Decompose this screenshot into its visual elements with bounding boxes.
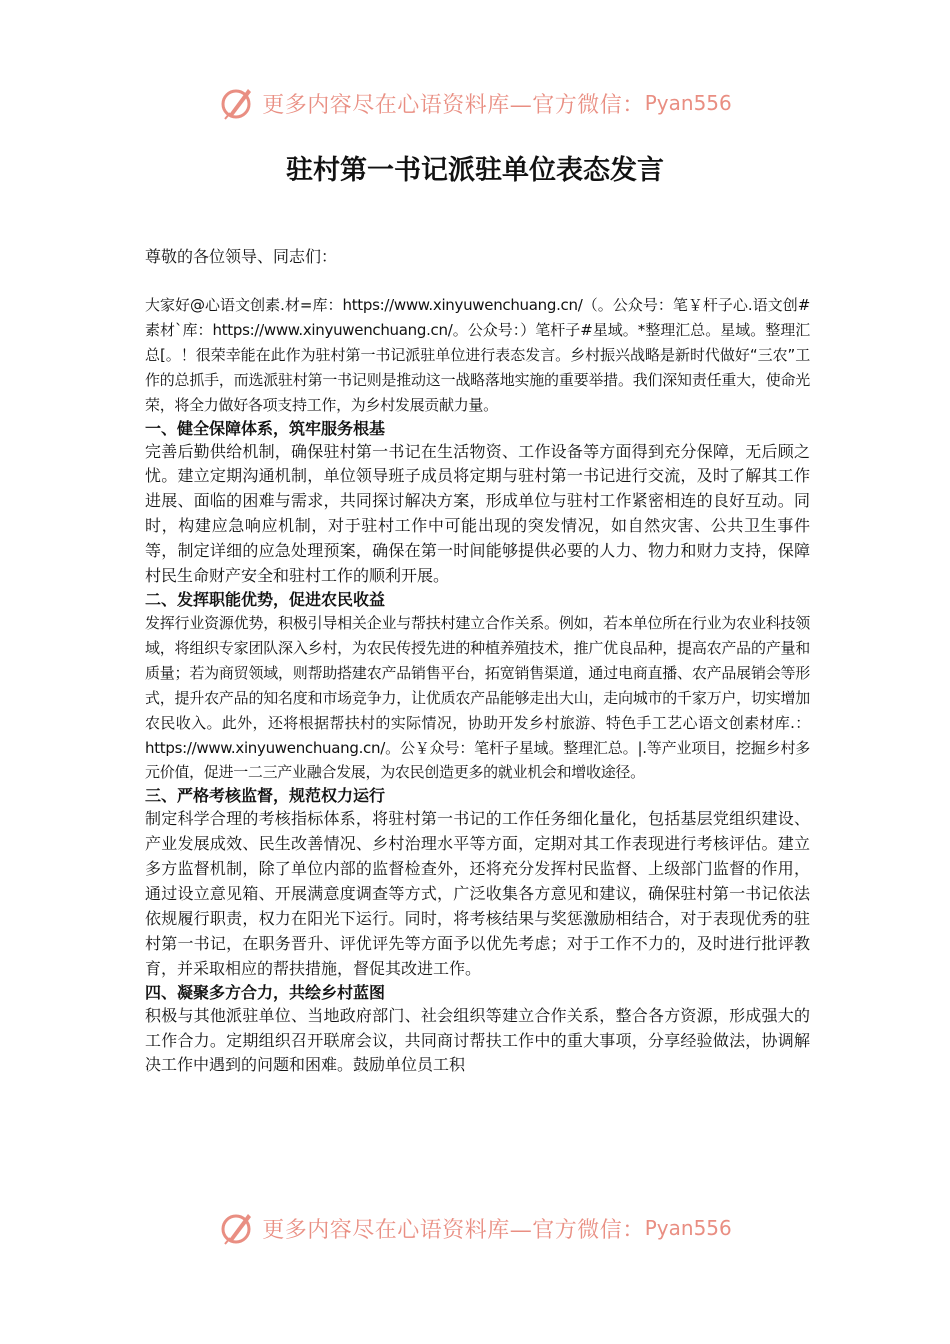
header-watermark-banner — [0, 78, 950, 128]
section-heading: 四、凝聚多方合力，共绘乡村蓝图 — [145, 982, 386, 1002]
document-title: 驻村第一书记派驻单位表态发言 — [286, 155, 664, 186]
banner-text: 更多内容尽在心语资料库—官方微信： — [262, 92, 645, 118]
section-body: 积极与其他派驻单位、当地政府部门、社会组织等建立合作关系，整合各方资源，形成强大的工作合力。定期组织召开联席会议，共同商讨帮扶工作中的重大事项，分享经验做法，协调解决工作中遇到的问题和困难。鼓励单位员工积 — [145, 1005, 810, 1075]
quill-logo-icon — [218, 1208, 258, 1248]
section-body: 完善后勤供给机制，确保驻村第一书记在生活物资、工作设备等方面得到充分保障，无后顾之忧。建立定期沟通机制，单位领导班子成员将定期与驻村第一书记进行交流，及时了解其工作进展、面临的困难与需求，共同探讨解决方案，形成单位与驻村工作紧密相连的良好互动。同时，构建应急响应机制，对于驻村工作中可能出现的突发情况，如自然灾害、公共卫生事件等，制定详细的应急处理预案，确保在第一时间能够提供必要的人力、物力和财力支持，保障村民生命财产安全和驻村工作的顺利开展。 — [145, 441, 810, 586]
section-heading: 一、健全保障体系，筑牢服务根基 — [145, 418, 386, 438]
footer-watermark-banner — [0, 1203, 950, 1253]
greeting: 尊敬的各位领导、同志们： — [145, 247, 338, 266]
banner-wechat-id: Pyan556 — [644, 1216, 732, 1240]
section-heading: 二、发挥职能优势，促进农民收益 — [145, 589, 386, 609]
banner-text: 更多内容尽在心语资料库—官方微信： — [262, 1217, 645, 1243]
section-body: 发挥行业资源优势，积极引导相关企业与帮扶村建立合作关系。例如，若本单位所在行业为农业科技领域，将组织专家团队深入乡村，为农民传授先进的种植养殖技术，推广优良品种，提高农产品的产量和质量；若为商贸领域，则帮助搭建农产品销售平台，拓宽销售渠道，通过电商直播、农产品展销会等形式，提升农产品的知名度和市场竞争力，让优质农产品能够走出大山，走向城市的千家万户，切实增加农民收入。此外，还将根据帮扶村的实际情况，协助开发乡村旅游、特色手工艺心语文创素材库.：https://www.xinyuwenchuang.cn/。公￥众号：笔杆子星域。整理汇总。|.等产业项目，挖掘乡村多元价值，促进一二三产业融合发展，为农民创造更多的就业机会和增收途径。 — [145, 613, 810, 782]
section-body: 制定科学合理的考核指标体系，将驻村第一书记的工作任务细化量化，包括基层党组织建设、产业发展成效、民生改善情况、乡村治理水平等方面，定期对其工作表现进行考核评估。建立多方监督机制，除了单位内部的监督检查外，还将充分发挥村民监督、上级部门监督的作用，通过设立意见箱、开展满意度调查等方式，广泛收集各方意见和建议，确保驻村第一书记依法依规履行职责，权力在阳光下运行。同时，将考核结果与奖惩激励相结合，对于表现优秀的驻村第一书记，在职务晋升、评优评先等方面予以优先考虑；对于工作不力的，及时进行批评教育，并采取相应的帮扶措施，督促其改进工作。 — [145, 809, 810, 978]
quill-logo-icon — [218, 83, 258, 123]
section-heading: 三、严格考核监督，规范权力运行 — [145, 786, 386, 806]
document-body — [145, 293, 810, 1078]
intro-paragraph: 大家好@心语文创素.材=库：https://www.xinyuwenchuang.cn/（。公众号：笔￥杆子心.语文创#素材`库：https://www.xinyuwenchuang.cn/。公众号：）笔杆子#星域。*整理汇总。星域。整理汇总[。！很荣幸能在此作为驻村第一书记派驻单位进行表态发言。乡村振兴战略是新时代做好“三农”工作的总抓手，而选派驻村第一书记则是推动这一战略落地实施的重要举措。我们深知责任重大，使命光荣，将全力做好各项支持工作，为乡村发展贡献力量。 — [145, 296, 810, 414]
banner-wechat-id: Pyan556 — [644, 91, 732, 115]
